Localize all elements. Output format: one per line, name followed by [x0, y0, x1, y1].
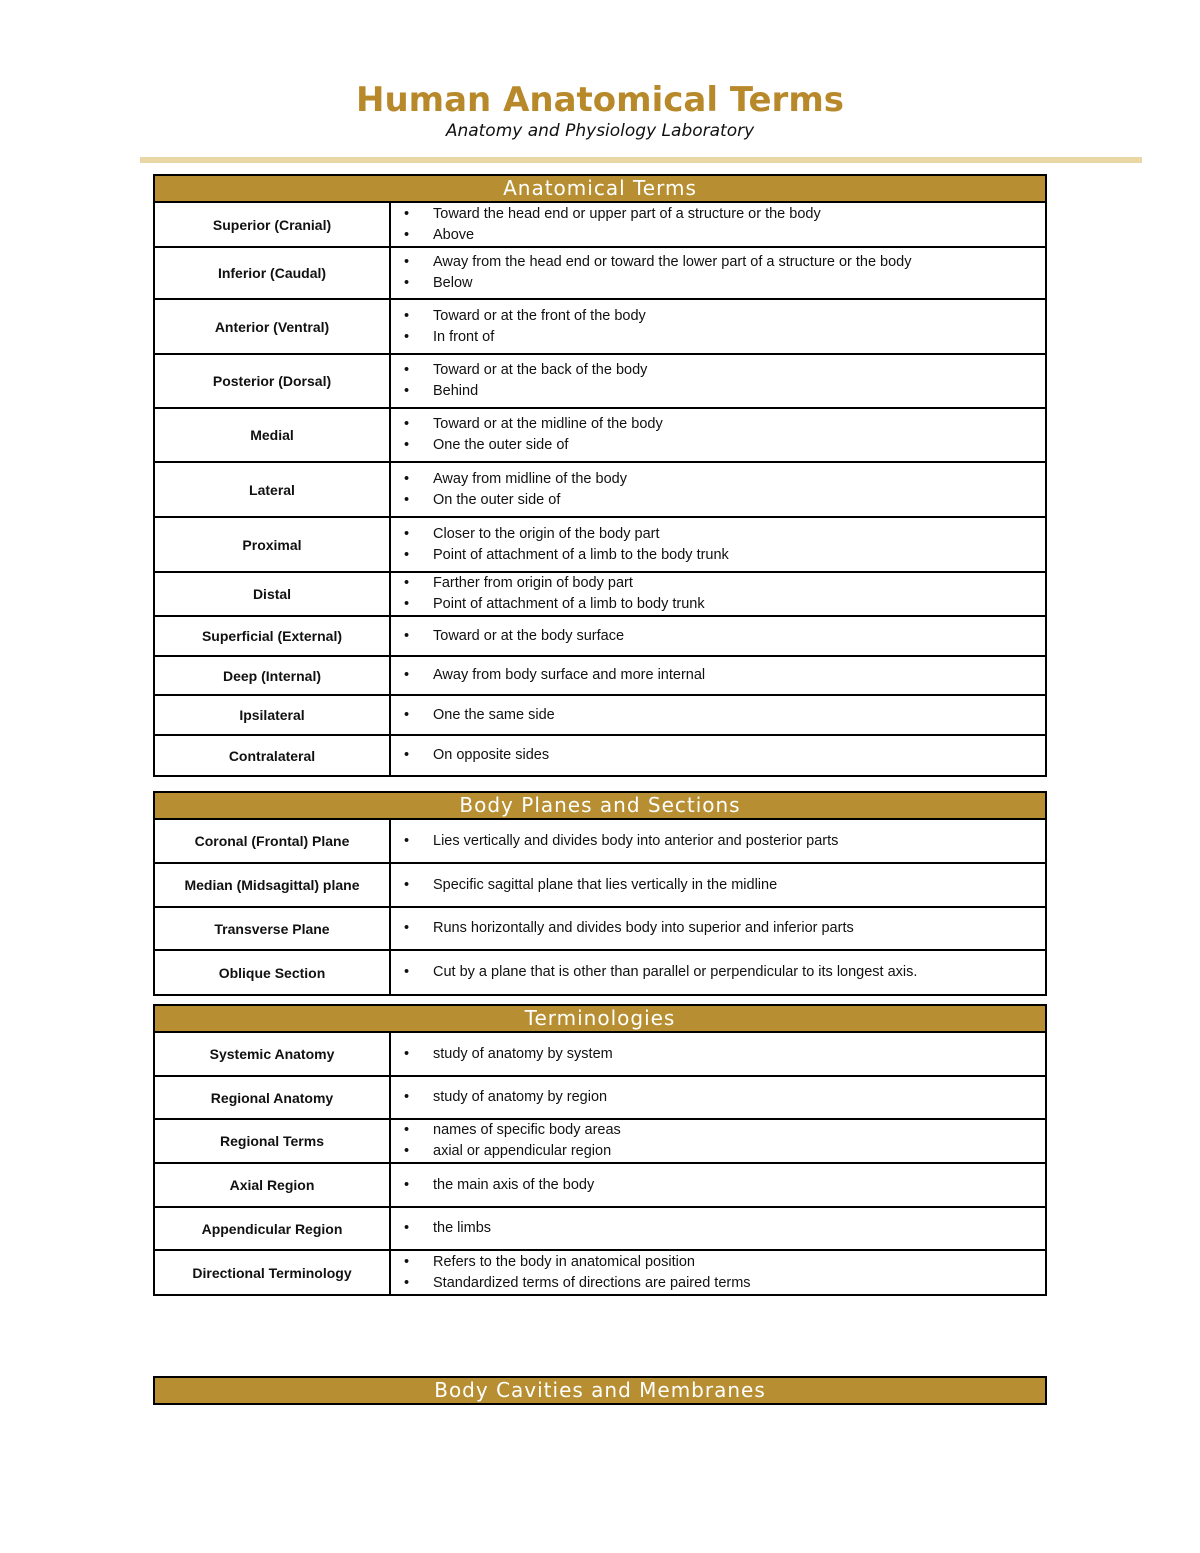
table-row — [155, 408, 1045, 462]
section-heading: Terminologies — [155, 1006, 1045, 1033]
term-cell: Regional Terms — [155, 1119, 390, 1163]
definition-cell — [390, 735, 1045, 775]
terminologies-table — [155, 1033, 1045, 1294]
term-cell: Superior (Cranial) — [155, 203, 390, 247]
term-cell: Axial Region — [155, 1163, 390, 1207]
table-row — [155, 656, 1045, 695]
list-item: • Runs horizontally and divides body into superior and inferior parts — [433, 918, 1045, 939]
definition-list — [391, 626, 1045, 647]
list-item: • Toward or at the front of the body — [433, 306, 1045, 327]
table-row — [155, 863, 1045, 907]
table-row — [155, 735, 1045, 775]
table-row — [155, 820, 1045, 863]
term-cell: Superficial (External) — [155, 616, 390, 656]
definition-list — [391, 252, 1045, 294]
header-divider — [140, 157, 1142, 163]
definition-cell — [390, 408, 1045, 462]
definition-list — [391, 414, 1045, 456]
term-cell: Oblique Section — [155, 950, 390, 994]
anatomical-terms-section — [153, 174, 1047, 777]
definition-list — [391, 306, 1045, 348]
definition-cell — [390, 299, 1045, 354]
definition-cell — [390, 203, 1045, 247]
section-heading: Body Planes and Sections — [155, 793, 1045, 820]
anatomical-terms-table — [155, 203, 1045, 775]
term-cell: Deep (Internal) — [155, 656, 390, 695]
definition-list — [391, 962, 1045, 983]
term-cell: Regional Anatomy — [155, 1076, 390, 1119]
table-row — [155, 1250, 1045, 1294]
term-cell: Appendicular Region — [155, 1207, 390, 1250]
list-item: • Farther from origin of body part — [433, 573, 1045, 594]
table-row — [155, 299, 1045, 354]
list-item: • Toward or at the back of the body — [433, 360, 1045, 381]
definition-cell — [390, 950, 1045, 994]
definition-list — [391, 360, 1045, 402]
definition-list — [391, 1218, 1045, 1239]
definition-cell — [390, 695, 1045, 735]
table-row — [155, 462, 1045, 517]
table-row — [155, 907, 1045, 950]
list-item: • Away from body surface and more internal — [433, 665, 1045, 686]
definition-list — [391, 204, 1045, 246]
section-heading: Anatomical Terms — [155, 176, 1045, 203]
list-item: • the main axis of the body — [433, 1175, 1045, 1196]
definition-list — [391, 875, 1045, 896]
definition-cell — [390, 354, 1045, 408]
list-item: • names of specific body areas — [433, 1120, 1045, 1141]
table-row — [155, 517, 1045, 572]
table-row — [155, 572, 1045, 616]
term-cell: Medial — [155, 408, 390, 462]
list-item: • Toward the head end or upper part of a structure or the body — [433, 204, 1045, 225]
definition-cell — [390, 572, 1045, 616]
definition-cell — [390, 1207, 1045, 1250]
definition-cell — [390, 517, 1045, 572]
table-row — [155, 203, 1045, 247]
list-item: • the limbs — [433, 1218, 1045, 1239]
list-item: • In front of — [433, 327, 1045, 348]
list-item: • Standardized terms of directions are paired terms — [433, 1273, 1045, 1294]
definition-list — [391, 1252, 1045, 1294]
definition-cell — [390, 1076, 1045, 1119]
definition-list — [391, 745, 1045, 766]
list-item: • study of anatomy by region — [433, 1087, 1045, 1108]
body-planes-section — [153, 791, 1047, 996]
definition-list — [391, 1175, 1045, 1196]
definition-list — [391, 524, 1045, 566]
list-item: • Behind — [433, 381, 1045, 402]
definition-list — [391, 831, 1045, 852]
definition-cell — [390, 863, 1045, 907]
list-item: • On the outer side of — [433, 490, 1045, 511]
list-item: • axial or appendicular region — [433, 1141, 1045, 1162]
term-cell: Proximal — [155, 517, 390, 572]
list-item: • Point of attachment of a limb to the body trunk — [433, 545, 1045, 566]
table-row — [155, 247, 1045, 299]
table-row — [155, 1163, 1045, 1207]
list-item: • Below — [433, 273, 1045, 294]
term-cell: Contralateral — [155, 735, 390, 775]
list-item: • One the same side — [433, 705, 1045, 726]
list-item: • Toward or at the midline of the body — [433, 414, 1045, 435]
table-row — [155, 695, 1045, 735]
definition-cell — [390, 1033, 1045, 1076]
definition-cell — [390, 1250, 1045, 1294]
list-item: • Above — [433, 225, 1045, 246]
definition-list — [391, 469, 1045, 511]
definition-list — [391, 573, 1045, 615]
definition-cell — [390, 1163, 1045, 1207]
list-item: • Away from the head end or toward the lower part of a structure or the body — [433, 252, 1045, 273]
table-row — [155, 950, 1045, 994]
definition-list — [391, 1120, 1045, 1162]
term-cell: Ipsilateral — [155, 695, 390, 735]
definition-cell — [390, 1119, 1045, 1163]
term-cell: Systemic Anatomy — [155, 1033, 390, 1076]
section-heading: Body Cavities and Membranes — [155, 1378, 1045, 1403]
terminologies-section — [153, 1004, 1047, 1296]
table-row — [155, 1119, 1045, 1163]
list-item: • Away from midline of the body — [433, 469, 1045, 490]
definition-list — [391, 705, 1045, 726]
term-cell: Median (Midsagittal) plane — [155, 863, 390, 907]
term-cell: Directional Terminology — [155, 1250, 390, 1294]
list-item: • One the outer side of — [433, 435, 1045, 456]
list-item: • Cut by a plane that is other than parallel or perpendicular to its longest axis. — [433, 962, 1045, 983]
table-row — [155, 1033, 1045, 1076]
definition-cell — [390, 820, 1045, 863]
list-item: • Point of attachment of a limb to body trunk — [433, 594, 1045, 615]
list-item: • Toward or at the body surface — [433, 626, 1045, 647]
document-title: Human Anatomical Terms — [356, 80, 844, 120]
term-cell: Inferior (Caudal) — [155, 247, 390, 299]
table-row — [155, 1076, 1045, 1119]
definition-cell — [390, 907, 1045, 950]
term-cell: Posterior (Dorsal) — [155, 354, 390, 408]
table-row — [155, 1207, 1045, 1250]
list-item: • Specific sagittal plane that lies vertically in the midline — [433, 875, 1045, 896]
term-cell: Anterior (Ventral) — [155, 299, 390, 354]
definition-cell — [390, 462, 1045, 517]
definition-list — [391, 665, 1045, 686]
document-subtitle: Anatomy and Physiology Laboratory — [445, 121, 755, 141]
term-cell: Lateral — [155, 462, 390, 517]
table-row — [155, 616, 1045, 656]
body-cavities-section — [153, 1376, 1047, 1405]
term-cell: Transverse Plane — [155, 907, 390, 950]
term-cell: Coronal (Frontal) Plane — [155, 820, 390, 863]
definition-cell — [390, 656, 1045, 695]
definition-cell — [390, 616, 1045, 656]
definition-list — [391, 1087, 1045, 1108]
list-item: • Closer to the origin of the body part — [433, 524, 1045, 545]
list-item: • Lies vertically and divides body into anterior and posterior parts — [433, 831, 1045, 852]
definition-list — [391, 918, 1045, 939]
body-planes-table — [155, 820, 1045, 994]
term-cell: Distal — [155, 572, 390, 616]
definition-list — [391, 1044, 1045, 1065]
list-item: • Refers to the body in anatomical position — [433, 1252, 1045, 1273]
table-row — [155, 354, 1045, 408]
list-item: • study of anatomy by system — [433, 1044, 1045, 1065]
definition-cell — [390, 247, 1045, 299]
list-item: • On opposite sides — [433, 745, 1045, 766]
